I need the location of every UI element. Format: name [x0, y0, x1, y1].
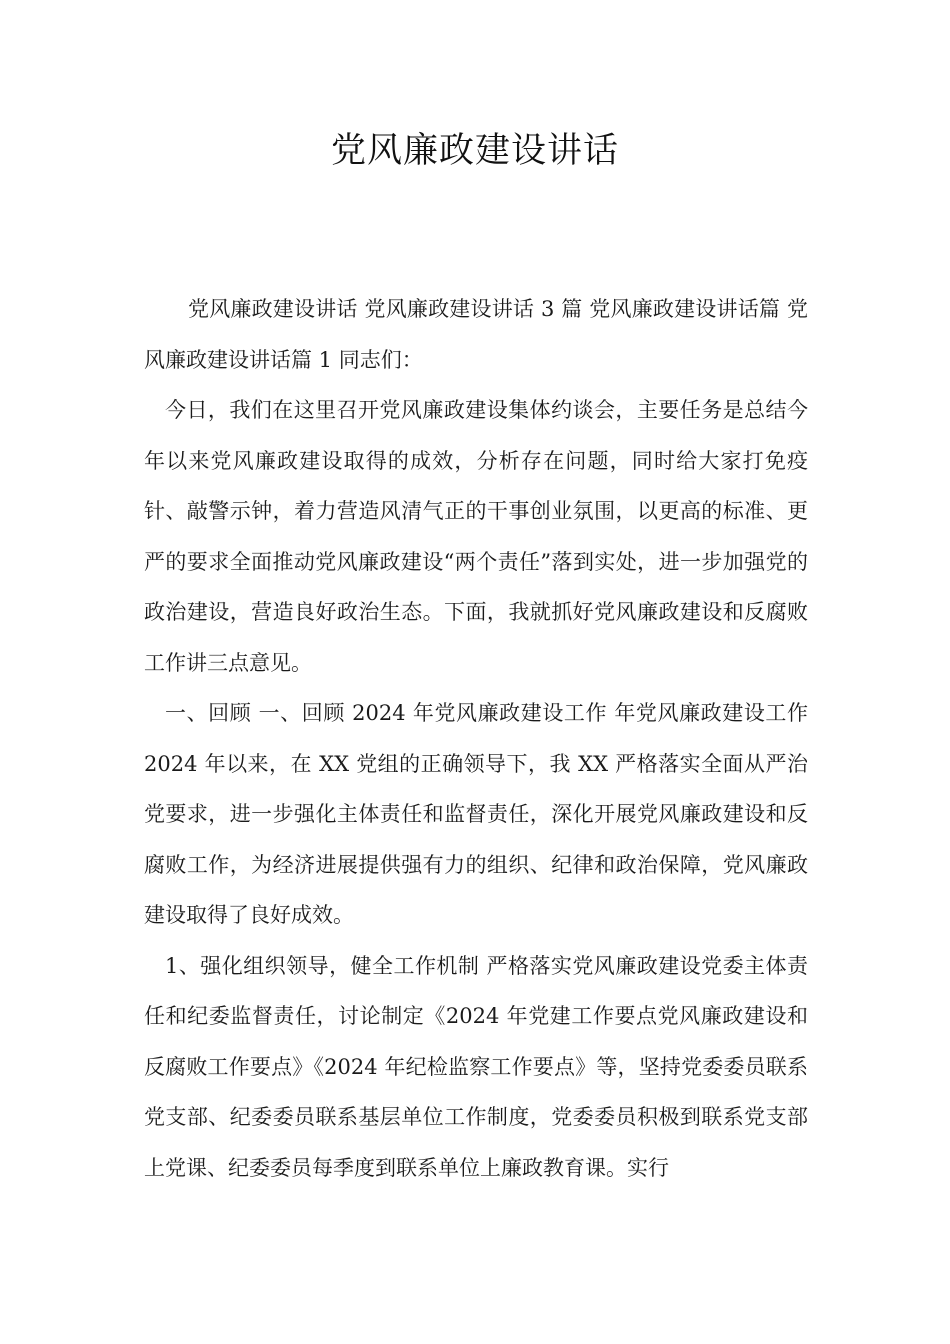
- document-body: [144, 284, 808, 1193]
- paragraph-organization: 1、强化组织领导，健全工作机制 严格落实党风廉政建设党委主体责任和纪委监督责任，讨论制定《2024 年党建工作要点党风廉政建设和反腐败工作要点》《2024 年纪检监察工作要点》等，坚持党委委员联系党支部、纪委委员联系基层单位工作制度，党委委员积极到联系党支部上党课、纪委委员每季度到联系单位上廉政教育课。实行: [144, 953, 808, 1180]
- document-title: 党风廉政建设讲话: [330, 131, 619, 171]
- paragraph-opening: 今日，我们在这里召开党风廉政建设集体约谈会，主要任务是总结今年以来党风廉政建设取得的成效，分析存在问题，同时给大家打免疫针、敲警示钟，着力营造风清气正的干事创业氛围，以更高的标准、更严的要求全面推动党风廉政建设“两个责任”落到实处，进一步加强党的政治建设，营造良好政治生态。下面，我就抓好党风廉政建设和反腐败工作讲三点意见。: [144, 398, 808, 675]
- paragraph-intro: 党风廉政建设讲话 党风廉政建设讲话 3 篇 党风廉政建设讲话篇 党风廉政建设讲话篇 1 同志们：: [144, 297, 808, 372]
- paragraph-review: 一、回顾 一、回顾 2024 年党风廉政建设工作 年党风廉政建设工作 2024 年以来，在 XX 党组的正确领导下，我 XX 严格落实全面从严治党要求，进一步强化主体责任和监督责任，深化开展党风廉政建设和反腐败工作，为经济进展提供强有力的组织、纪律和政治保障，党风廉政建设取得了良好成效。: [144, 701, 808, 927]
